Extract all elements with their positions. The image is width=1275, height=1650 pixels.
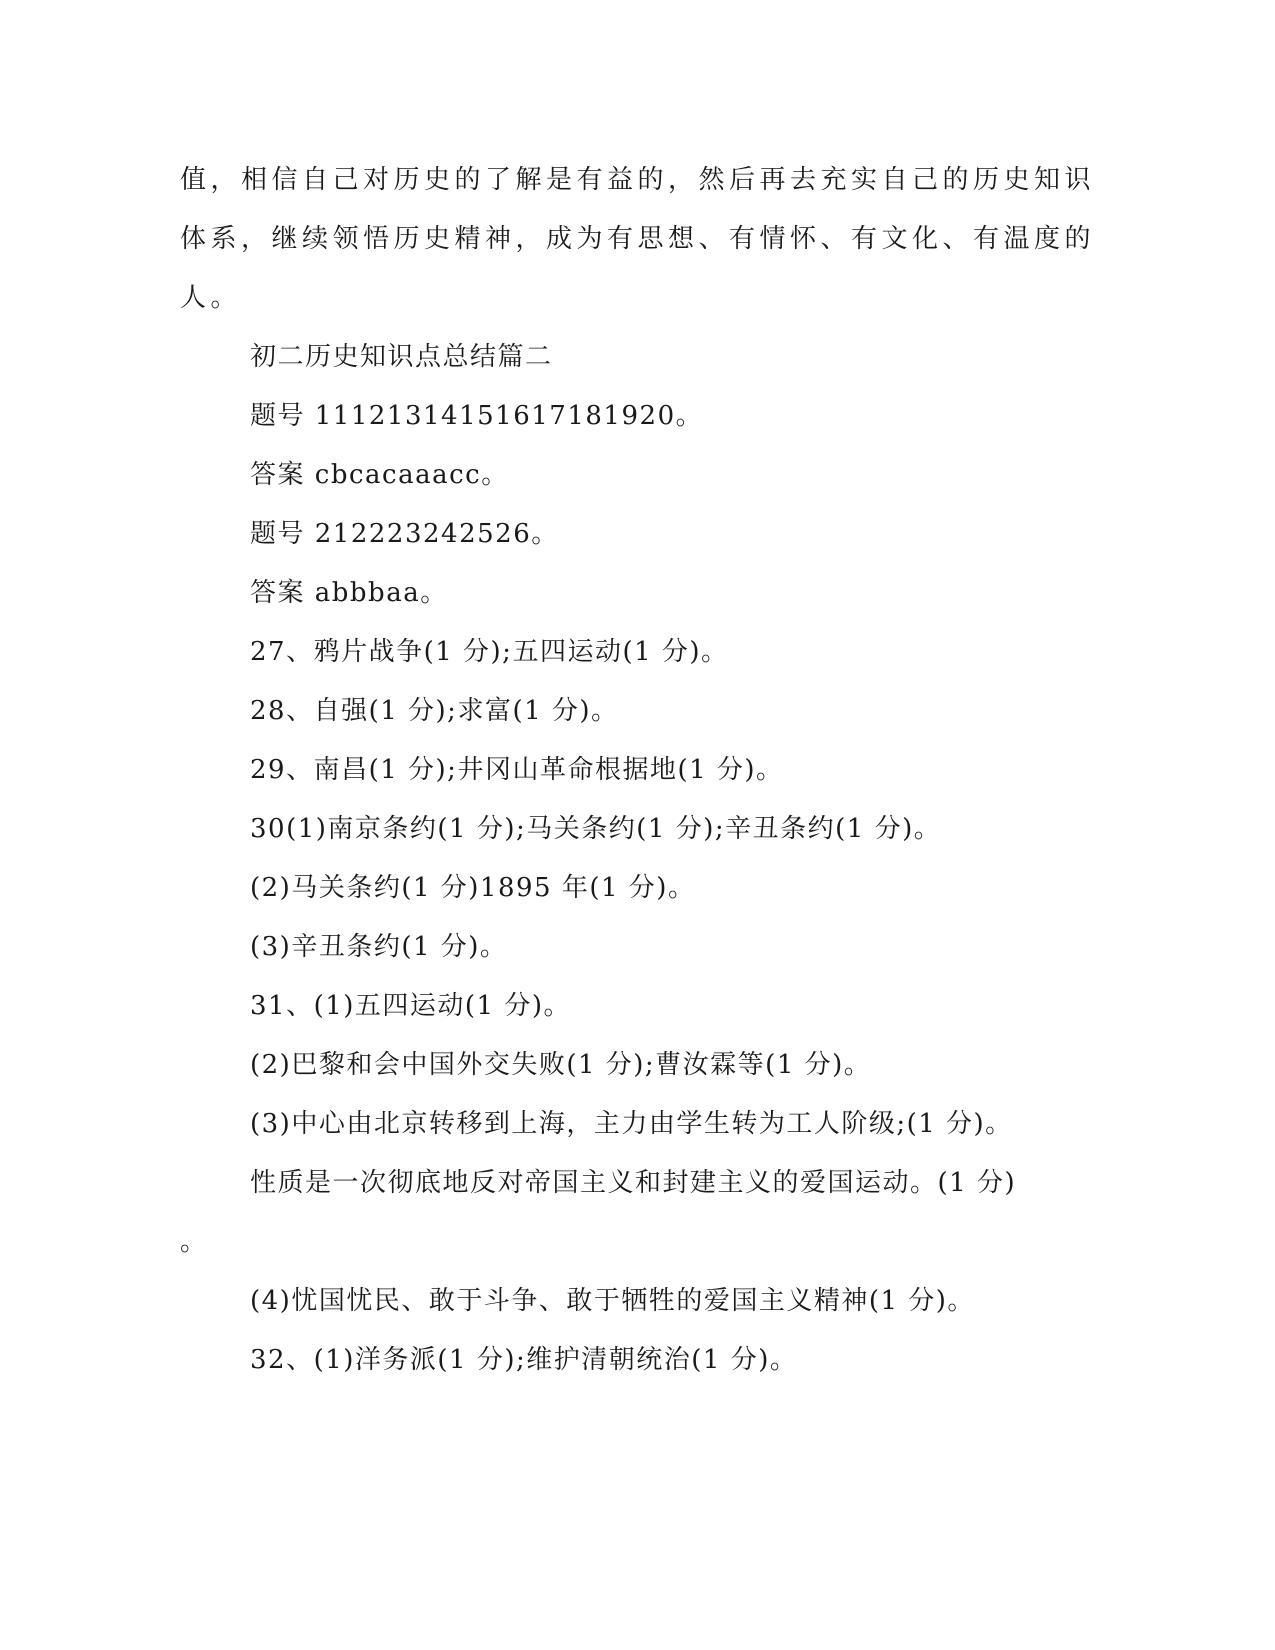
answer-item-31-4: (4)忧国忧民、敢于斗争、敢于牺牲的爱国主义精神(1 分)。 <box>250 1286 975 1316</box>
answers-row-2: 答案 abbbaa。 <box>250 578 448 608</box>
answer-item-31-nature-end: 。 <box>180 1227 207 1257</box>
paragraph-line-3: 人。 <box>180 283 242 313</box>
answer-item-32-1: 32、(1)洋务派(1 分);维护清朝统治(1 分)。 <box>250 1345 798 1375</box>
answer-item-28: 28、自强(1 分);求富(1 分)。 <box>250 696 619 726</box>
answer-item-30-3: (3)辛丑条约(1 分)。 <box>250 932 508 962</box>
question-numbers-row-1: 题号 11121314151617181920。 <box>250 401 704 431</box>
answer-item-30-2: (2)马关条约(1 分)1895 年(1 分)。 <box>250 873 696 903</box>
question-numbers-row-2: 题号 212223242526。 <box>250 519 559 549</box>
paragraph-line-1: 值，相信自己对历史的了解是有益的，然后再去充实自己的历史知识 <box>180 165 1096 195</box>
answer-item-30-1: 30(1)南京条约(1 分);马关条约(1 分);辛丑条约(1 分)。 <box>250 814 942 844</box>
answer-item-31-nature: 性质是一次彻底地反对帝国主义和封建主义的爱国运动。(1 分) <box>250 1168 1017 1198</box>
answer-item-27: 27、鸦片战争(1 分);五四运动(1 分)。 <box>250 637 729 667</box>
answer-item-31-3: (3)中心由北京转移到上海，主力由学生转为工人阶级;(1 分)。 <box>250 1109 1013 1139</box>
answer-item-31-1: 31、(1)五四运动(1 分)。 <box>250 991 572 1021</box>
answers-row-1: 答案 cbcacaaacc。 <box>250 460 509 490</box>
answer-item-29: 29、南昌(1 分);井冈山革命根据地(1 分)。 <box>250 755 784 785</box>
section-title: 初二历史知识点总结篇二 <box>250 342 553 372</box>
paragraph-line-2: 体系，继续领悟历史精神，成为有思想、有情怀、有文化、有温度的 <box>180 224 1096 254</box>
answer-item-31-2: (2)巴黎和会中国外交失败(1 分);曹汝霖等(1 分)。 <box>250 1050 872 1080</box>
